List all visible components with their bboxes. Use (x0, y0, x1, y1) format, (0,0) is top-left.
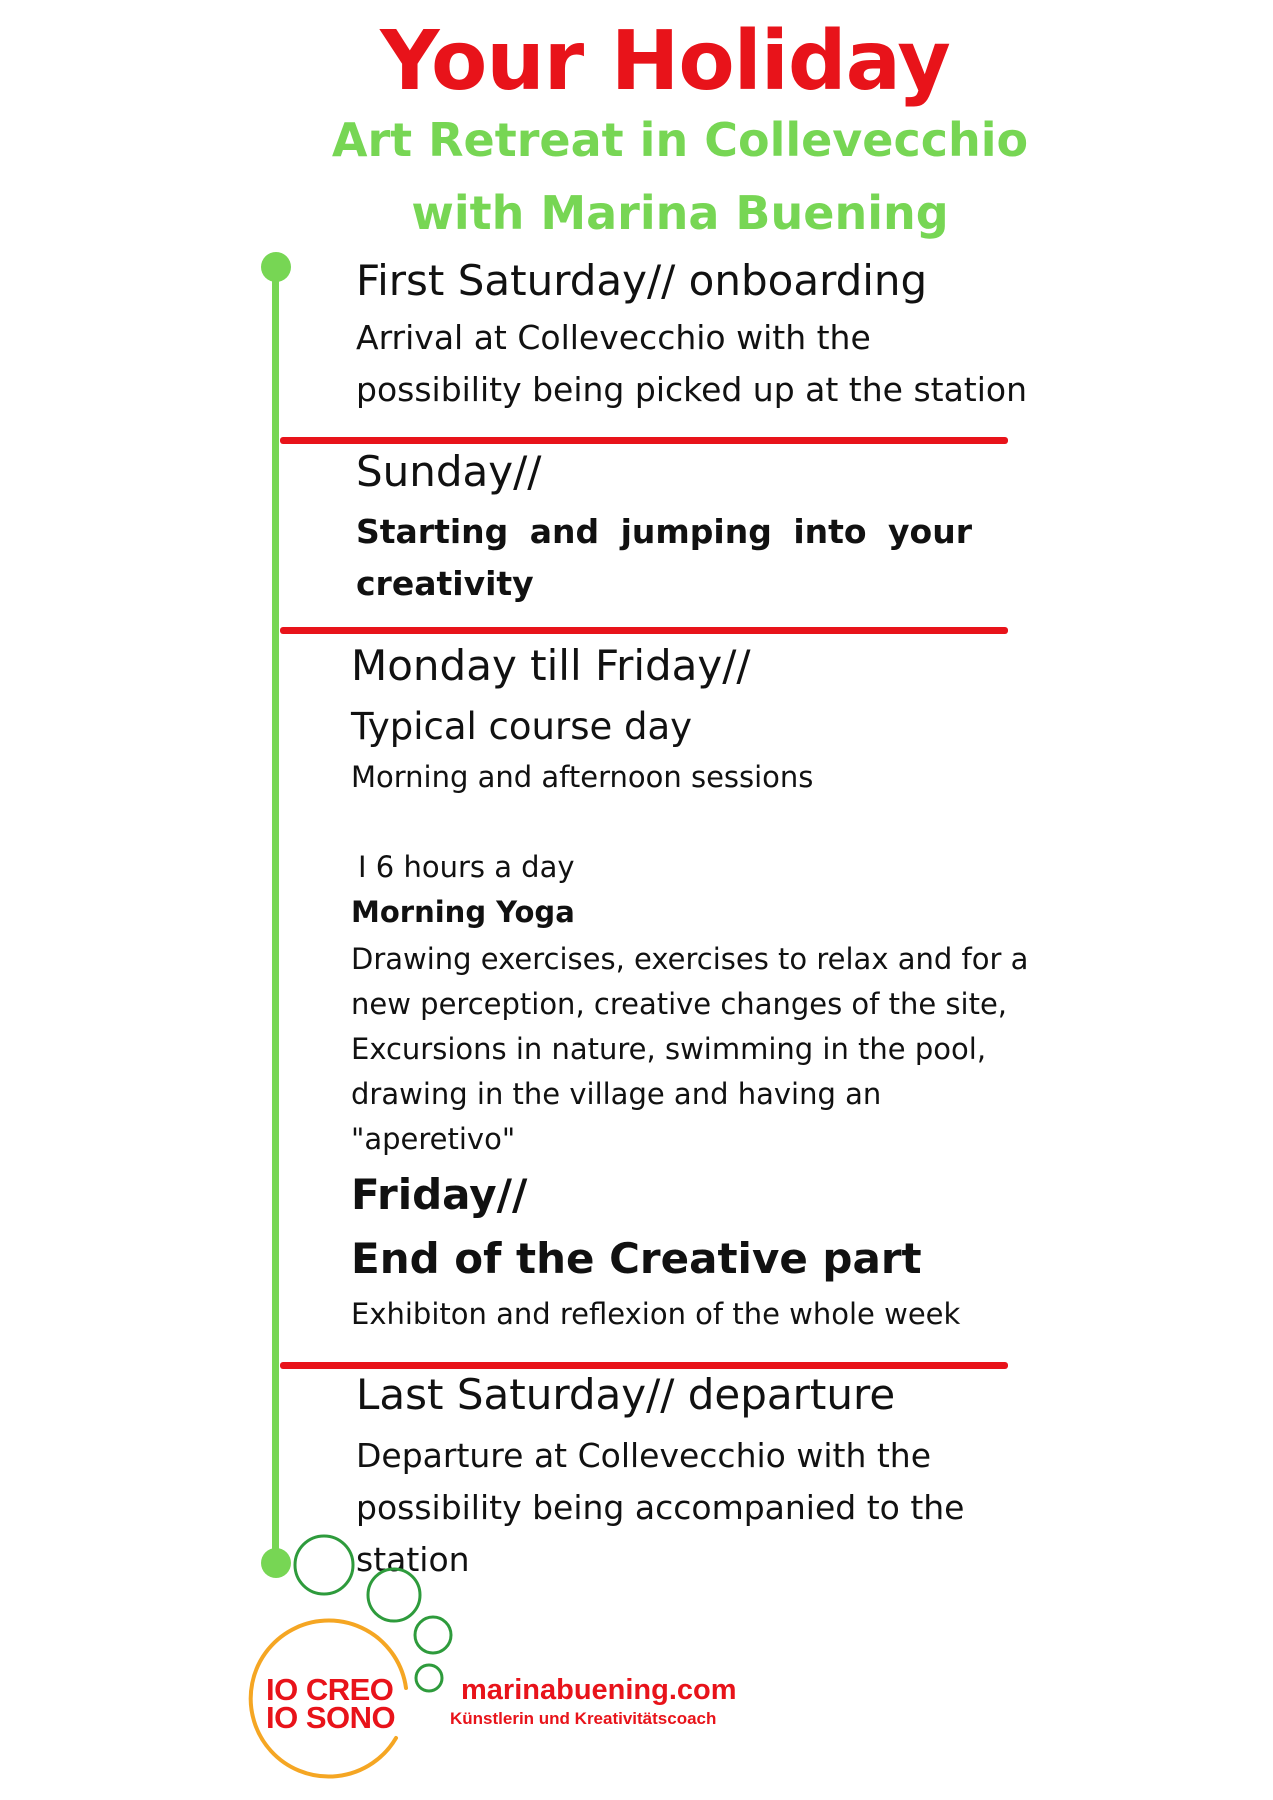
timeline-start-dot (261, 252, 291, 282)
friday-subheading: End of the Creative part (351, 1234, 922, 1283)
bubble-circle (368, 1569, 420, 1621)
weekdays-activities-text: Drawing exercises, exercises to relax and for a new perception, creative changes of the site, Excursions in nature, swimming in the pool, drawing in the village and having an "aperetivo" (351, 942, 1029, 1156)
section-divider (280, 437, 1008, 444)
logo-text-line-1: IO CREO (266, 1672, 394, 1707)
logo-text-line-2: IO SONO (266, 1700, 396, 1735)
tagline: Künstlerin und Kreativitätscoach (450, 1709, 717, 1728)
first-saturday-text: Arrival at Collevecchio with the (356, 318, 871, 357)
website-url[interactable]: marinabuening.com (461, 1674, 737, 1706)
weekdays-heading: Monday till Friday// (351, 641, 751, 690)
subtitle-line-1: Art Retreat in Collevecchio (331, 113, 1029, 167)
section-divider (280, 1362, 1008, 1369)
bubble-circle (295, 1536, 353, 1594)
first-saturday-text: possibility being picked up at the station (356, 370, 1028, 409)
sunday-text: Starting and jumping into your (356, 512, 972, 551)
weekdays-hours-text: I 6 hours a day (358, 850, 575, 884)
weekdays-subheading: Typical course day (351, 705, 693, 748)
friday-text: Exhibiton and reflexion of the whole week (351, 1297, 961, 1331)
weekdays-sessions-text: Morning and afternoon sessions (351, 760, 814, 794)
section-divider (280, 627, 1008, 634)
last-saturday-heading: Last Saturday// departure (356, 1370, 896, 1419)
bubble-circle (415, 1617, 451, 1653)
sunday-heading: Sunday// (356, 447, 542, 496)
bubble-circle (416, 1665, 442, 1691)
friday-heading: Friday// (351, 1170, 528, 1219)
timeline-line (272, 268, 279, 1564)
page-title: Your Holiday (380, 14, 950, 109)
subtitle-line-2: with Marina Buening (411, 186, 949, 240)
weekdays-yoga-text: Morning Yoga (351, 895, 575, 929)
first-saturday-heading: First Saturday// onboarding (356, 256, 928, 305)
last-saturday-text: Departure at Collevecchio with the possibility being accompanied to the station (356, 1436, 965, 1579)
sunday-text: creativity (356, 564, 534, 603)
